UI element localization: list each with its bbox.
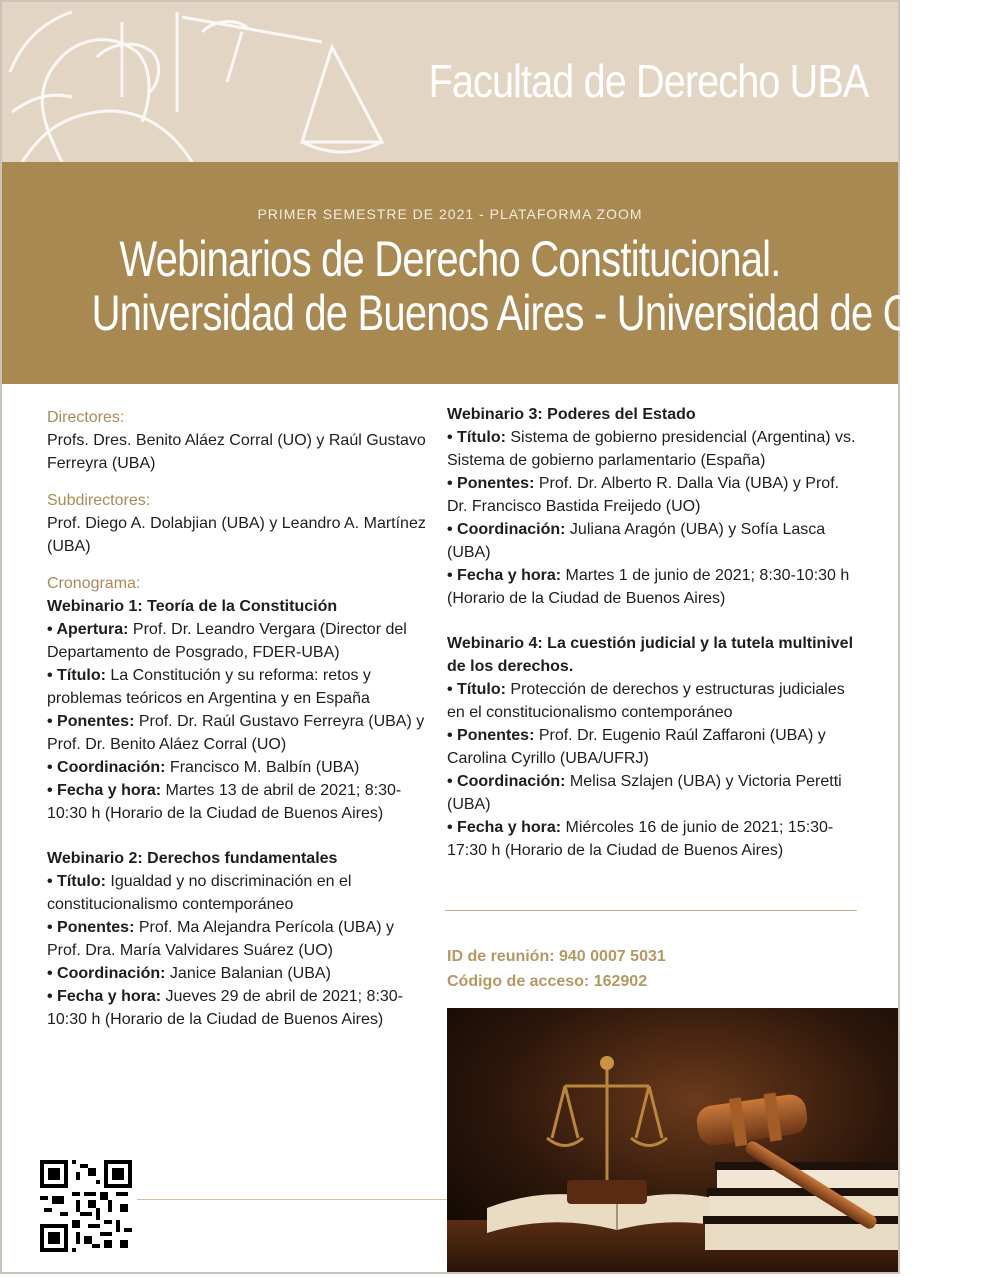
item-key: • Coordinación: [447,773,566,790]
item-key: • Fecha y hora: [447,819,562,836]
webinar-4 [447,632,862,862]
webinar-item [447,724,862,770]
item-value: Prof. Dr. Raúl Gustavo Ferreyra (UBA) y Prof. Dr. Benito Aláez Corral (UO) [47,713,425,753]
item-value: Prof. Dr. Alberto R. Dalla Via (UBA) y Prof. Dr. Francisco Bastida Freijedo (UO) [447,475,840,515]
item-key: • Ponentes: [47,919,135,936]
item-key: • Fecha y hora: [47,782,162,799]
webinar-3 [447,403,862,610]
webinar-item [47,870,427,916]
webinar-item [447,472,862,518]
webinar-item [47,664,427,710]
event-title-line-1: Webinarios de Derecho Constitucional. [119,231,781,287]
webinar-2 [47,847,427,1031]
item-value: La Constitución y su reforma: retos y problemas teóricos en Argentina y en España [47,667,371,707]
right-column [447,403,862,862]
item-key: • Fecha y hora: [47,988,162,1005]
webinar-title: Webinario 3: Poderes del Estado [447,406,696,423]
item-value: Miércoles 16 de junio de 2021; 15:30-17:30 h (Horario de la Ciudad de Buenos Aires) [447,819,834,859]
webinar-item [47,779,427,825]
directors-text: Profs. Dres. Benito Aláez Corral (UO) y Raúl Gustavo Ferreyra (UBA) [47,432,426,472]
item-value: Jueves 29 de abril de 2021; 8:30-10:30 h (Horario de la Ciudad de Buenos Aires) [47,988,404,1028]
webinar-item [47,985,427,1031]
meeting-id: ID de reunión: 940 0007 5031 [447,948,666,965]
item-value: Melisa Szlajen (UBA) y Victoria Peretti (UBA) [447,773,842,813]
webinar-title: Webinario 1: Teoría de la Constitución [47,598,338,615]
item-value: Sistema de gobierno presidencial (Argentina) vs. Sistema de gobierno parlamentario (España) [447,429,856,469]
divider-line [445,910,857,911]
item-value: Janice Balanian (UBA) [165,965,331,982]
webinar-title: Webinario 2: Derechos fundamentales [47,850,338,867]
subdirectors-text: Prof. Diego A. Dolabjian (UBA) y Leandro A. Martínez (UBA) [47,515,426,555]
schedule-label: Cronograma: [47,575,141,592]
webinar-item [447,426,862,472]
webinar-1 [47,595,427,825]
subdirectors-label: Subdirectores: [47,492,151,509]
meeting-info [447,944,666,994]
item-value: Juliana Aragón (UBA) y Sofía Lasca (UBA) [447,521,826,561]
qr-code[interactable] [40,1160,132,1252]
directors-label: Directores: [47,409,125,426]
gavel-scale-books-image [447,1008,898,1272]
faculty-title: Facultad de Derecho UBA [428,55,868,107]
webinar-item [447,518,862,564]
qr-code-image [40,1160,132,1252]
item-key: • Título: [447,681,506,698]
item-value: Prof. Dr. Leandro Vergara (Director del Departamento de Posgrado, FDER-UBA) [47,621,407,661]
event-title [91,231,1005,341]
webinar-item [47,916,427,962]
item-value: Protección de derechos y estructuras judiciales en el constitucionalismo contemporáneo [447,681,845,721]
item-key: • Título: [447,429,506,446]
webinar-item [447,564,862,610]
item-key: • Apertura: [47,621,129,638]
item-value: Martes 13 de abril de 2021; 8:30-10:30 h (Horario de la Ciudad de Buenos Aires) [47,782,402,822]
webinar-title: Webinario 4: La cuestión judicial y la tutela multinivel de los derechos. [447,635,854,675]
item-key: • Ponentes: [447,475,535,492]
webinar-item [447,770,862,816]
hero-band [2,162,1005,384]
webinar-item [47,618,427,664]
gavel-books-photo [447,1008,898,1272]
item-value: Prof. Ma Alejandra Perícola (UBA) y Prof. Dra. María Valvidares Suárez (UO) [47,919,395,959]
event-subtitle: PRIMER SEMESTRE DE 2021 - PLATAFORMA ZOOM [257,206,643,222]
item-key: • Título: [47,873,106,890]
item-key: • Ponentes: [47,713,135,730]
event-title-line-2: Universidad de Buenos Aires - Universidad de Oviedo [91,285,1005,341]
header-banner [2,2,898,162]
webinar-item [447,816,862,862]
item-value: Martes 1 de junio de 2021; 8:30-10:30 h (Horario de la Ciudad de Buenos Aires) [447,567,850,607]
item-key: • Coordinación: [47,759,166,776]
item-value: Igualdad y no discriminación en el constitucionalismo contemporáneo [47,873,352,913]
meeting-code: Código de acceso: 162902 [447,973,648,990]
webinar-item [47,756,427,779]
item-value: Prof. Dr. Eugenio Raúl Zaffaroni (UBA) y Carolina Cyrillo (UBA/UFRJ) [447,727,826,767]
webinar-item [447,678,862,724]
item-key: • Ponentes: [447,727,535,744]
left-column [47,406,427,1031]
webinar-item [47,962,427,985]
webinar-item [47,710,427,756]
bottom-divider [137,1199,447,1200]
item-key: • Fecha y hora: [447,567,562,584]
item-key: • Título: [47,667,106,684]
justice-statue-illustration [2,2,422,162]
item-key: • Coordinación: [47,965,166,982]
item-key: • Coordinación: [447,521,566,538]
item-value: Francisco M. Balbín (UBA) [165,759,360,776]
